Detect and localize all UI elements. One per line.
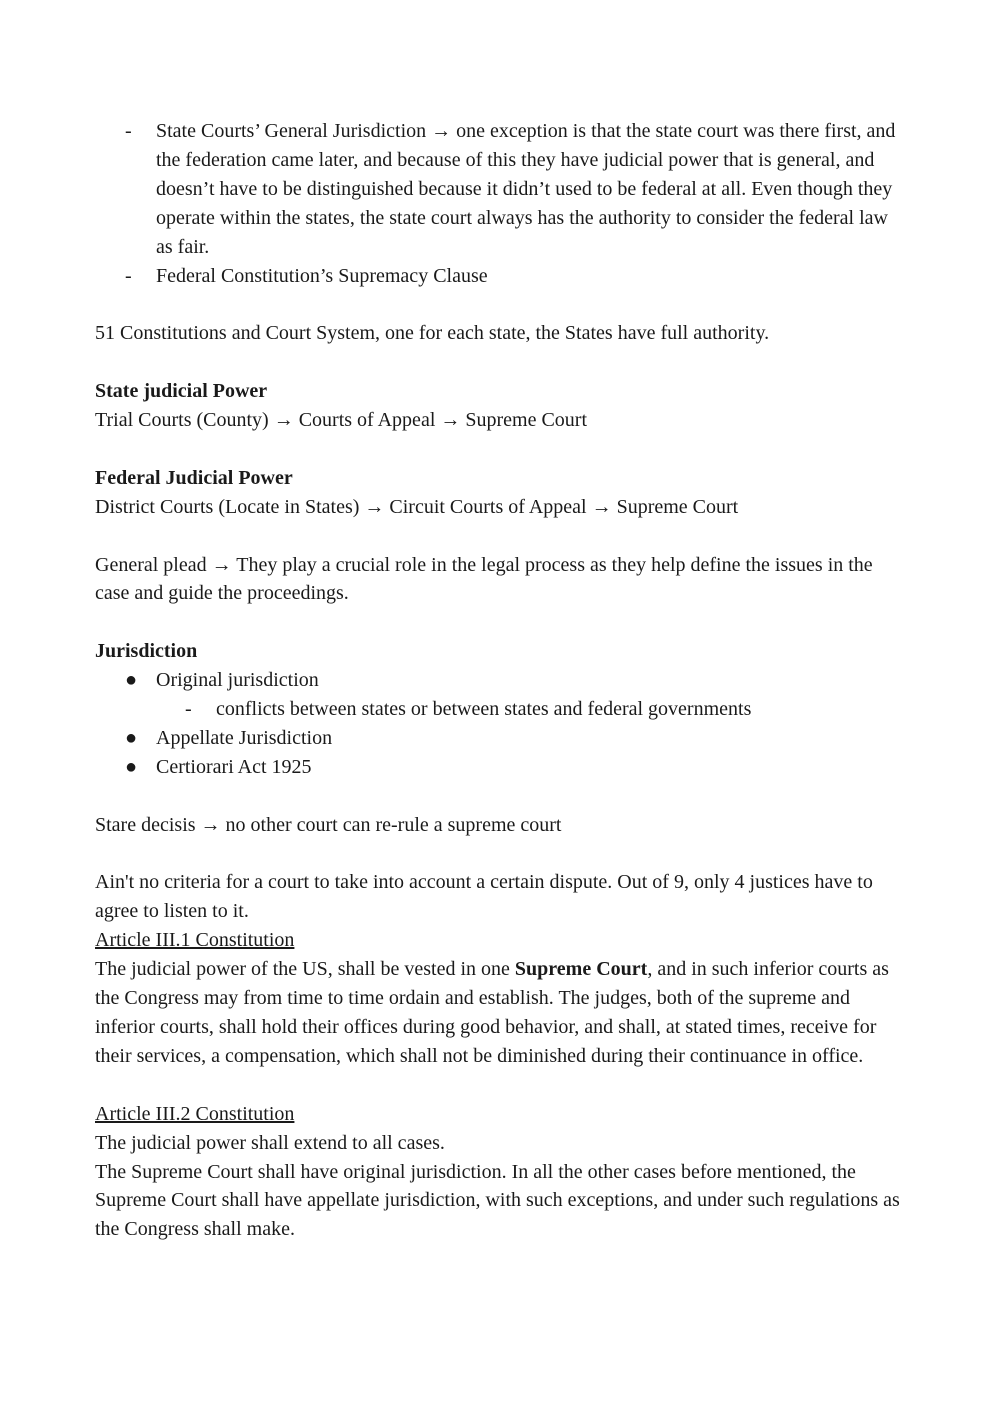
article-1-title: Article III.1 Constitution: [95, 929, 295, 952]
bullet-marker: ●: [125, 669, 138, 692]
list-item-text: Appellate Jurisdiction: [156, 726, 333, 749]
spacer: [95, 1071, 905, 1100]
spacer: [95, 348, 905, 377]
spacer: [95, 435, 905, 464]
list-item-text: Original jurisdiction: [156, 669, 319, 692]
list-item-text: State Courts’ General Jurisdiction → one exception is that the state court was there first, and the federation came later, and because of this they have judicial power that is general, and doesn’t have to be distinguished because it didn’t used to be federal at all. Even though they operate within the states, the state court always has the authority to consider the federal law as fair.: [156, 120, 896, 258]
list-item-state-courts: [95, 117, 905, 262]
federal-power-heading: Federal Judicial Power: [95, 466, 293, 489]
article-1-text-after: , and in such inferior courts as the Congress may from time to time ordain and establish. The judges, both of the supreme and inferior courts, shall hold their offices during good behavior, and shall, at stated times, receive for their services, a compensation, which shall not be diminished during their continuance in office.: [95, 958, 889, 1067]
document-page: [95, 117, 905, 1244]
state-power-heading: State judicial Power: [95, 380, 268, 403]
article-2-line-1: The judicial power shall extend to all cases.: [95, 1131, 445, 1154]
stare-decisis-paragraph: Stare decisis → no other court can re-rule a supreme court: [95, 813, 562, 836]
dash-marker: -: [125, 120, 132, 142]
spacer: [95, 608, 905, 637]
constitutions-paragraph: 51 Constitutions and Court System, one for each state, the States have full authority.: [95, 322, 770, 345]
criteria-paragraph: Ain't no criteria for a court to take into account a certain dispute. Out of 9, only 4 justices have to agree to listen to it.: [95, 871, 873, 923]
spacer: [95, 840, 905, 869]
list-item-text: Federal Constitution’s Supremacy Clause: [156, 264, 488, 287]
list-item-supremacy-clause: [95, 262, 905, 291]
list-item-text: Certiorari Act 1925: [156, 755, 312, 778]
list-item-appellate-jurisdiction: [95, 724, 905, 753]
general-plead-paragraph: General plead → They play a crucial role in the legal process as they help define the issues in the case and guide the proceedings.: [95, 553, 873, 605]
bullet-marker: ●: [125, 726, 138, 749]
spacer: [95, 290, 905, 319]
federal-power-chain: District Courts (Locate in States) → Circuit Courts of Appeal → Supreme Court: [95, 495, 739, 518]
dash-marker: -: [185, 698, 192, 721]
state-power-chain: Trial Courts (County) → Courts of Appeal → Supreme Court: [95, 409, 588, 432]
supreme-court-emphasis: Supreme Court: [514, 958, 648, 981]
article-2-title: Article III.2 Constitution: [95, 1102, 295, 1125]
bullet-marker: ●: [125, 755, 138, 778]
article-2-line-2: The Supreme Court shall have original jurisdiction. In all the other cases before mentioned, the Supreme Court shall have appellate jurisdiction, with such exceptions, and under such regulations as the Congress shall make.: [95, 1160, 900, 1241]
spacer: [95, 782, 905, 811]
sub-list-item-conflicts: [95, 695, 905, 724]
jurisdiction-heading: Jurisdiction: [95, 640, 198, 663]
dash-marker: -: [125, 264, 132, 287]
article-1-text-before: The judicial power of the US, shall be vested in one: [95, 958, 515, 981]
list-item-original-jurisdiction: [95, 666, 905, 695]
list-item-certiorari-act: [95, 753, 905, 782]
spacer: [95, 522, 905, 551]
list-item-text: conflicts between states or between states and federal governments: [216, 698, 752, 721]
article-1-paragraph: [95, 955, 905, 1071]
